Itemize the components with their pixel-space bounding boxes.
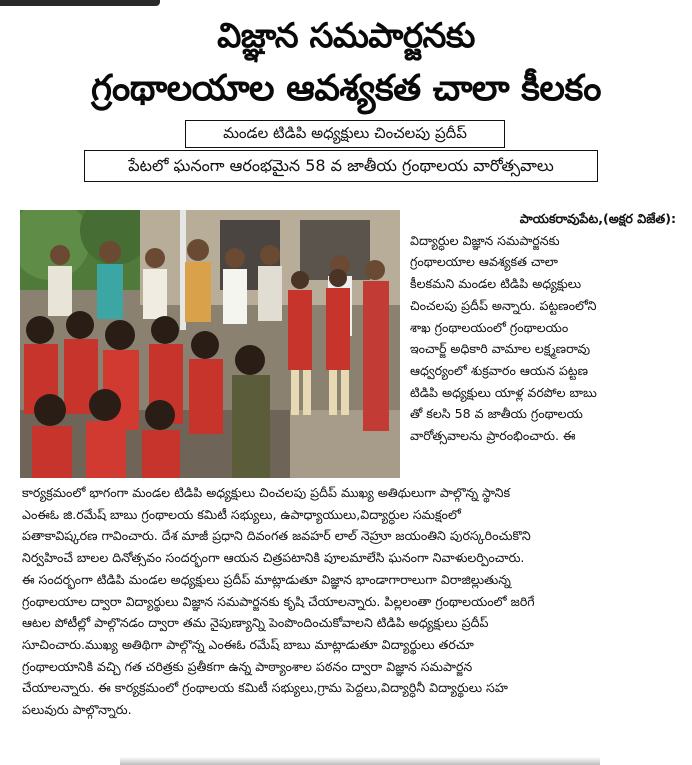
body-line: పతాకావిష్కరణ గావించారు. దేశ మాజీ ప్రధాని దివంగత జవహర్ లాల్ నెహ్రూ జయంతిని పురస్కరించుకొని — [22, 528, 531, 544]
body-line: సూచించారు.ముఖ్య అతిథిగా పాల్గొన్న ఎంఈఓ రమేష్ బాబు మాట్లాడుతూ విద్యార్థులు తరచూ — [22, 636, 474, 652]
news-photo — [20, 210, 400, 478]
column-line: కీలకమని మండల టిడిపి అధ్యక్షులు — [410, 276, 582, 292]
body-line: నిర్వహించే బాలల దినోత్సవం సందర్భంగా ఆయన చిత్రపటానికి పూలమాలేసి ఘనంగా నివాళులర్పించారు. — [22, 550, 525, 566]
column-line: చించలపు ప్రదీప్ అన్నారు. పట్టణంలోని — [410, 297, 597, 313]
column-line: తో కలసి 58 వ జాతీయ గ్రంథాలయ — [410, 406, 583, 422]
column-line: టిడిపి అధ్యక్షులు యాళ్ల వరపోల బాబు — [410, 384, 597, 400]
body-line: ఎంఈఓ జి.రమేష్ బాబు గ్రంథాలయ కమిటీ సభ్యులు, ఉపాధ్యాయులు,విద్యార్ధుల సమక్షంలో — [22, 506, 461, 522]
body-line: ఆటల పోటీల్లో పాల్గొనడం ద్వారా తమ నైపుణ్యాన్ని పెంపొందించుకోవాలని టిడిపి అధ్యక్షులు ప్రదీప్ — [22, 615, 489, 631]
subheading: మండల టిడిపి అధ్యక్షులు చించలపు ప్రదీప్ — [185, 120, 505, 148]
body-text — [22, 482, 676, 721]
body-line: కార్యక్రమంలో భాగంగా మండల టిడిపి అధ్యక్షులు చించలపు ప్రదీప్ ముఖ్య అతిథులుగా పాల్గొన్న స్థానిక — [22, 485, 511, 500]
column-line: గ్రంథాలయాల ఆవశ్యకత చాలా — [410, 254, 558, 270]
column-text — [410, 208, 676, 447]
clipped-previous-item — [0, 0, 160, 6]
headline-line-2: గ్రంథాలయాల ఆవశ్యకత చాలా కీలకం — [91, 68, 601, 109]
body-line: గ్రంథాలయాల ద్వారా విద్యార్థులు విజ్ఞాన సమపార్జనకు కృషి చేయాలన్నారు. పిల్లలంతా గ్రంథాలయంలో జరిగే — [22, 593, 535, 609]
headline-line-1: విజ్ఞాన సమపార్జనకు — [217, 16, 475, 56]
dateline: పాయకరావుపేట,(అక్షర విజేత): — [519, 211, 676, 226]
column-line: వారోత్సవాలను ప్రారంభించారు. ఈ — [410, 428, 576, 444]
column-line: విద్యార్ధుల విజ్ఞాన సమపార్జనకు — [410, 232, 560, 248]
body-line: చేయాలన్నారు. ఈ కార్యక్రమంలో గ్రంథాలయ కమిటీ సభ్యులు,గ్రామ పెద్దలు,విద్యార్ధినీ విద్యార్థులు సహ — [22, 680, 508, 696]
column-line: ఆధ్వర్యంలో శుక్రవారం ఆయన పట్టణ — [410, 362, 589, 378]
body-line: గ్రంథాలయానికి వచ్చి గత చరిత్రకు ప్రతీకగా ఉన్న పాఠ్యాంశాల పఠనం ద్వారా విజ్ఞాన సమపార్జన — [22, 658, 473, 674]
column-line: ఇంచార్జ్ అధికారి వామాల లక్ష్మణరావు — [410, 341, 591, 357]
body-line: పలువురు పాల్గొన్నారు. — [22, 702, 132, 718]
clipped-next-headline — [120, 757, 600, 765]
body-line: ఈ సందర్భంగా టిడిపి మండల అధ్యక్షులు ప్రదీప్ మాట్లాడుతూ విజ్ఞాన భాండాగారాలుగా విరాజిల్లుతున్న — [22, 571, 511, 587]
secondary-subheading: పేటలో ఘనంగా ఆరంభమైన 58 వ జాతీయ గ్రంథాలయ వారోత్సవాలు — [84, 150, 598, 182]
column-line: శాఖ గ్రంథాలయంలో గ్రంథాలయం — [410, 319, 569, 335]
